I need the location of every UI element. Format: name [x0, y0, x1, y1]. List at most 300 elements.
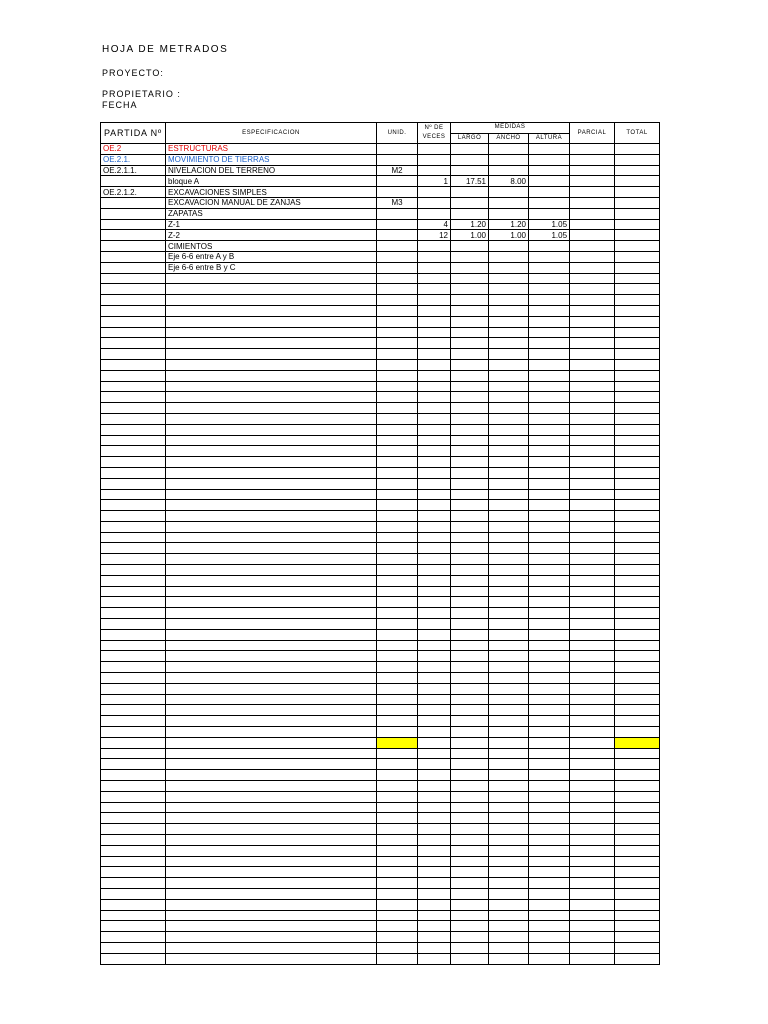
- cell-especificacion: [166, 770, 377, 781]
- cell-ancho: [489, 241, 529, 252]
- cell-largo: [451, 284, 489, 295]
- cell-partida: [101, 737, 166, 748]
- cell-unid: [377, 435, 418, 446]
- cell-total: [615, 230, 660, 241]
- cell-especificacion: [166, 662, 377, 673]
- cell-partida: [101, 446, 166, 457]
- cell-total: [615, 888, 660, 899]
- col-header-parcial: PARCIAL: [570, 123, 615, 144]
- cell-altura: [529, 543, 570, 554]
- table-row: [101, 403, 660, 414]
- cell-total: [615, 435, 660, 446]
- table-row: [101, 241, 660, 252]
- cell-veces: [418, 413, 451, 424]
- cell-altura: [529, 586, 570, 597]
- cell-ancho: [489, 370, 529, 381]
- cell-parcial: [570, 802, 615, 813]
- table-row: [101, 888, 660, 899]
- cell-especificacion: [166, 413, 377, 424]
- cell-total: [615, 770, 660, 781]
- cell-veces: [418, 208, 451, 219]
- cell-partida: [101, 759, 166, 770]
- table-row: [101, 424, 660, 435]
- cell-partida: [101, 381, 166, 392]
- cell-veces: [418, 651, 451, 662]
- cell-largo: [451, 403, 489, 414]
- cell-especificacion: [166, 802, 377, 813]
- cell-largo: [451, 856, 489, 867]
- cell-altura: [529, 835, 570, 846]
- cell-total: [615, 154, 660, 165]
- cell-partida: [101, 856, 166, 867]
- cell-altura: [529, 349, 570, 360]
- cell-unid: [377, 824, 418, 835]
- cell-veces: [418, 144, 451, 155]
- cell-altura: [529, 770, 570, 781]
- cell-partida: [101, 262, 166, 273]
- table-row: [101, 349, 660, 360]
- cell-especificacion: [166, 284, 377, 295]
- cell-partida: [101, 219, 166, 230]
- cell-parcial: [570, 737, 615, 748]
- cell-especificacion: ZAPATAS: [166, 208, 377, 219]
- cell-veces: [418, 932, 451, 943]
- cell-unid: [377, 500, 418, 511]
- cell-unid: [377, 543, 418, 554]
- cell-unid: [377, 554, 418, 565]
- cell-largo: [451, 737, 489, 748]
- cell-total: [615, 662, 660, 673]
- cell-altura: [529, 187, 570, 198]
- table-row: [101, 251, 660, 262]
- cell-especificacion: Z-2: [166, 230, 377, 241]
- cell-veces: [418, 942, 451, 953]
- cell-ancho: [489, 802, 529, 813]
- cell-partida: [101, 511, 166, 522]
- cell-altura: [529, 457, 570, 468]
- cell-total: [615, 284, 660, 295]
- cell-ancho: [489, 197, 529, 208]
- cell-parcial: [570, 824, 615, 835]
- cell-largo: [451, 683, 489, 694]
- cell-especificacion: [166, 835, 377, 846]
- cell-total: [615, 359, 660, 370]
- cell-total: [615, 187, 660, 198]
- cell-altura: [529, 705, 570, 716]
- cell-total: [615, 910, 660, 921]
- cell-largo: [451, 888, 489, 899]
- cell-altura: [529, 197, 570, 208]
- cell-altura: [529, 737, 570, 748]
- cell-largo: [451, 899, 489, 910]
- cell-total: [615, 748, 660, 759]
- cell-ancho: [489, 511, 529, 522]
- cell-total: [615, 565, 660, 576]
- cell-ancho: [489, 586, 529, 597]
- cell-ancho: [489, 154, 529, 165]
- cell-partida: [101, 359, 166, 370]
- cell-partida: [101, 554, 166, 565]
- cell-especificacion: [166, 532, 377, 543]
- cell-veces: [418, 532, 451, 543]
- cell-unid: [377, 932, 418, 943]
- table-row: [101, 899, 660, 910]
- cell-parcial: [570, 381, 615, 392]
- cell-ancho: [489, 165, 529, 176]
- cell-unid: [377, 748, 418, 759]
- cell-largo: [451, 154, 489, 165]
- table-row: [101, 165, 660, 176]
- cell-especificacion: [166, 381, 377, 392]
- cell-altura: [529, 413, 570, 424]
- cell-especificacion: [166, 705, 377, 716]
- cell-veces: [418, 338, 451, 349]
- cell-partida: [101, 327, 166, 338]
- cell-parcial: [570, 683, 615, 694]
- cell-veces: [418, 154, 451, 165]
- cell-parcial: [570, 305, 615, 316]
- cell-especificacion: [166, 565, 377, 576]
- cell-veces: [418, 597, 451, 608]
- cell-partida: [101, 457, 166, 468]
- cell-especificacion: [166, 683, 377, 694]
- cell-veces: [418, 910, 451, 921]
- table-row: [101, 813, 660, 824]
- cell-veces: [418, 683, 451, 694]
- cell-especificacion: [166, 856, 377, 867]
- table-row: [101, 856, 660, 867]
- cell-partida: [101, 424, 166, 435]
- table-row: [101, 446, 660, 457]
- cell-largo: [451, 521, 489, 532]
- cell-veces: [418, 521, 451, 532]
- cell-partida: [101, 845, 166, 856]
- cell-especificacion: [166, 640, 377, 651]
- table-row: [101, 154, 660, 165]
- cell-unid: [377, 921, 418, 932]
- table-row: [101, 413, 660, 424]
- cell-total: [615, 899, 660, 910]
- cell-veces: [418, 187, 451, 198]
- cell-veces: [418, 673, 451, 684]
- cell-total: [615, 478, 660, 489]
- cell-partida: [101, 305, 166, 316]
- cell-especificacion: [166, 467, 377, 478]
- table-row: [101, 651, 660, 662]
- table-row: [101, 284, 660, 295]
- cell-especificacion: [166, 435, 377, 446]
- cell-veces: [418, 543, 451, 554]
- cell-altura: [529, 662, 570, 673]
- table-row: [101, 845, 660, 856]
- cell-partida: [101, 651, 166, 662]
- cell-altura: [529, 640, 570, 651]
- cell-ancho: [489, 629, 529, 640]
- cell-veces: [418, 489, 451, 500]
- cell-unid: [377, 230, 418, 241]
- cell-total: [615, 165, 660, 176]
- cell-ancho: [489, 942, 529, 953]
- cell-total: [615, 424, 660, 435]
- cell-unid: [377, 640, 418, 651]
- cell-ancho: [489, 953, 529, 964]
- cell-parcial: [570, 230, 615, 241]
- cell-partida: [101, 273, 166, 284]
- cell-ancho: [489, 791, 529, 802]
- cell-total: [615, 694, 660, 705]
- cell-parcial: [570, 673, 615, 684]
- cell-veces: [418, 759, 451, 770]
- cell-especificacion: [166, 921, 377, 932]
- cell-unid: [377, 737, 418, 748]
- cell-altura: [529, 554, 570, 565]
- cell-altura: [529, 370, 570, 381]
- cell-partida: [101, 565, 166, 576]
- cell-largo: [451, 921, 489, 932]
- cell-veces: [418, 921, 451, 932]
- cell-ancho: [489, 381, 529, 392]
- cell-parcial: [570, 176, 615, 187]
- cell-largo: [451, 673, 489, 684]
- cell-altura: [529, 478, 570, 489]
- cell-altura: [529, 619, 570, 630]
- cell-altura: [529, 446, 570, 457]
- cell-largo: [451, 316, 489, 327]
- cell-veces: [418, 565, 451, 576]
- cell-veces: [418, 349, 451, 360]
- cell-partida: OE.2: [101, 144, 166, 155]
- table-row: [101, 737, 660, 748]
- cell-largo: [451, 489, 489, 500]
- cell-veces: [418, 737, 451, 748]
- cell-parcial: [570, 154, 615, 165]
- cell-unid: [377, 942, 418, 953]
- cell-largo: [451, 370, 489, 381]
- cell-partida: [101, 586, 166, 597]
- cell-partida: [101, 316, 166, 327]
- cell-altura: [529, 888, 570, 899]
- cell-veces: [418, 511, 451, 522]
- cell-altura: [529, 338, 570, 349]
- table-row: [101, 867, 660, 878]
- cell-largo: [451, 662, 489, 673]
- cell-especificacion: [166, 867, 377, 878]
- table-row: [101, 176, 660, 187]
- cell-parcial: [570, 791, 615, 802]
- cell-ancho: [489, 824, 529, 835]
- cell-altura: [529, 467, 570, 478]
- col-header-partida: PARTIDA Nº: [101, 123, 166, 144]
- cell-ancho: 1.00: [489, 230, 529, 241]
- cell-altura: [529, 759, 570, 770]
- table-row: [101, 478, 660, 489]
- cell-altura: [529, 295, 570, 306]
- cell-unid: [377, 284, 418, 295]
- cell-partida: [101, 435, 166, 446]
- cell-unid: M3: [377, 197, 418, 208]
- cell-parcial: [570, 392, 615, 403]
- cell-especificacion: [166, 759, 377, 770]
- cell-altura: [529, 597, 570, 608]
- cell-unid: [377, 187, 418, 198]
- table-row: [101, 521, 660, 532]
- table-row: [101, 586, 660, 597]
- table-row: [101, 910, 660, 921]
- col-header-especificacion: ESPECIFICACION: [166, 123, 377, 144]
- cell-especificacion: [166, 403, 377, 414]
- cell-unid: [377, 521, 418, 532]
- cell-especificacion: ESTRUCTURAS: [166, 144, 377, 155]
- cell-ancho: [489, 845, 529, 856]
- cell-partida: [101, 413, 166, 424]
- cell-parcial: [570, 500, 615, 511]
- cell-parcial: [570, 845, 615, 856]
- cell-partida: [101, 791, 166, 802]
- cell-unid: [377, 716, 418, 727]
- cell-ancho: [489, 640, 529, 651]
- cell-altura: [529, 942, 570, 953]
- cell-total: [615, 813, 660, 824]
- cell-largo: [451, 478, 489, 489]
- cell-ancho: [489, 748, 529, 759]
- cell-altura: [529, 435, 570, 446]
- cell-veces: [418, 435, 451, 446]
- cell-partida: [101, 953, 166, 964]
- cell-veces: [418, 770, 451, 781]
- table-row: [101, 197, 660, 208]
- cell-partida: [101, 932, 166, 943]
- cell-especificacion: [166, 478, 377, 489]
- cell-parcial: [570, 446, 615, 457]
- cell-veces: [418, 478, 451, 489]
- cell-total: [615, 608, 660, 619]
- cell-especificacion: [166, 813, 377, 824]
- cell-ancho: [489, 705, 529, 716]
- cell-unid: [377, 629, 418, 640]
- cell-parcial: [570, 241, 615, 252]
- cell-parcial: [570, 759, 615, 770]
- cell-ancho: [489, 413, 529, 424]
- cell-altura: [529, 241, 570, 252]
- table-row: [101, 338, 660, 349]
- cell-partida: [101, 176, 166, 187]
- cell-unid: [377, 305, 418, 316]
- cell-altura: [529, 489, 570, 500]
- cell-especificacion: [166, 349, 377, 360]
- cell-largo: [451, 824, 489, 835]
- cell-especificacion: [166, 359, 377, 370]
- table-row: [101, 629, 660, 640]
- cell-total: [615, 705, 660, 716]
- cell-ancho: [489, 565, 529, 576]
- cell-especificacion: [166, 424, 377, 435]
- table-row: [101, 878, 660, 889]
- cell-largo: [451, 640, 489, 651]
- cell-parcial: [570, 629, 615, 640]
- cell-especificacion: [166, 845, 377, 856]
- cell-largo: [451, 413, 489, 424]
- cell-unid: [377, 802, 418, 813]
- cell-total: [615, 543, 660, 554]
- cell-unid: [377, 295, 418, 306]
- cell-veces: [418, 856, 451, 867]
- cell-largo: 17.51: [451, 176, 489, 187]
- cell-altura: [529, 727, 570, 738]
- cell-total: [615, 532, 660, 543]
- cell-parcial: [570, 910, 615, 921]
- cell-largo: [451, 845, 489, 856]
- cell-total: [615, 554, 660, 565]
- cell-total: [615, 737, 660, 748]
- cell-unid: [377, 586, 418, 597]
- cell-altura: [529, 262, 570, 273]
- cell-parcial: [570, 554, 615, 565]
- cell-veces: [418, 327, 451, 338]
- table-row: [101, 187, 660, 198]
- cell-total: [615, 295, 660, 306]
- cell-ancho: [489, 835, 529, 846]
- cell-total: [615, 619, 660, 630]
- cell-ancho: [489, 532, 529, 543]
- col-header-unid: UNID.: [377, 123, 418, 144]
- cell-partida: [101, 867, 166, 878]
- cell-ancho: 8.00: [489, 176, 529, 187]
- cell-veces: [418, 403, 451, 414]
- cell-largo: [451, 381, 489, 392]
- cell-largo: [451, 608, 489, 619]
- table-row: [101, 683, 660, 694]
- cell-largo: [451, 359, 489, 370]
- cell-largo: [451, 727, 489, 738]
- cell-partida: [101, 241, 166, 252]
- cell-largo: [451, 781, 489, 792]
- cell-ancho: [489, 662, 529, 673]
- cell-veces: [418, 629, 451, 640]
- cell-ancho: [489, 295, 529, 306]
- cell-especificacion: [166, 446, 377, 457]
- cell-partida: [101, 629, 166, 640]
- cell-total: [615, 586, 660, 597]
- col-header-medidas: MEDIDAS: [451, 123, 570, 134]
- cell-largo: [451, 208, 489, 219]
- cell-total: [615, 489, 660, 500]
- cell-especificacion: [166, 716, 377, 727]
- cell-especificacion: NIVELACION DEL TERRENO: [166, 165, 377, 176]
- cell-especificacion: [166, 608, 377, 619]
- cell-parcial: [570, 651, 615, 662]
- cell-altura: [529, 629, 570, 640]
- cell-ancho: [489, 867, 529, 878]
- cell-unid: [377, 619, 418, 630]
- cell-veces: [418, 867, 451, 878]
- table-row: [101, 705, 660, 716]
- cell-altura: [529, 305, 570, 316]
- cell-altura: [529, 716, 570, 727]
- cell-veces: [418, 824, 451, 835]
- cell-parcial: [570, 316, 615, 327]
- cell-veces: [418, 705, 451, 716]
- cell-unid: [377, 219, 418, 230]
- table-row: [101, 619, 660, 630]
- cell-partida: [101, 640, 166, 651]
- cell-ancho: [489, 327, 529, 338]
- cell-especificacion: bloque A: [166, 176, 377, 187]
- cell-altura: [529, 359, 570, 370]
- cell-veces: [418, 500, 451, 511]
- cell-altura: [529, 910, 570, 921]
- cell-unid: [377, 241, 418, 252]
- cell-parcial: [570, 165, 615, 176]
